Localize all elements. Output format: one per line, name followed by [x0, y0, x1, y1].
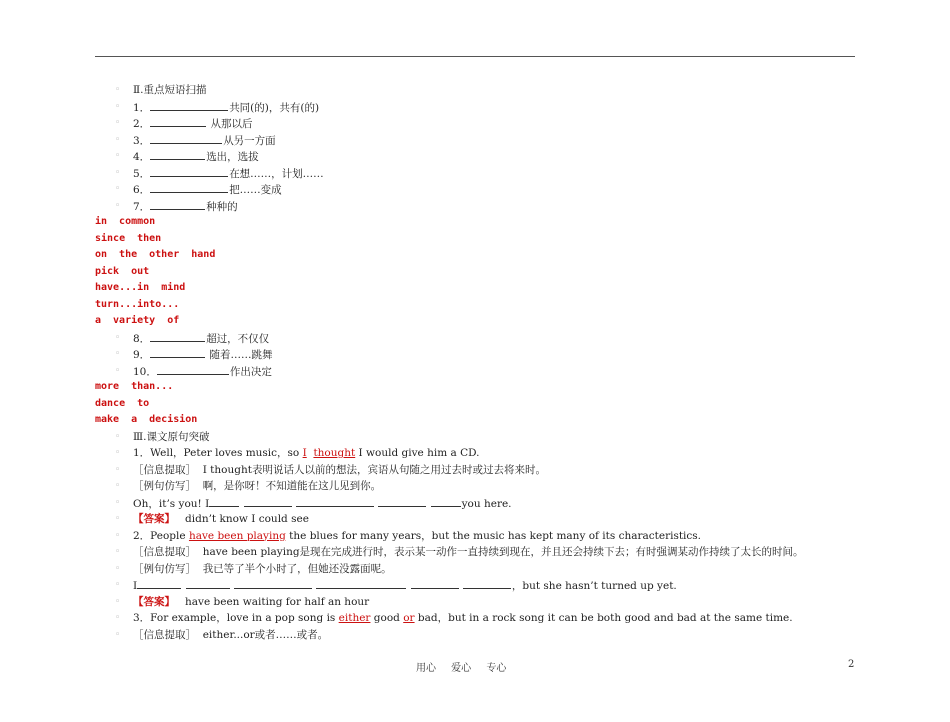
footer-motto: 用心 爱心 专心: [416, 663, 507, 674]
item-number: 4．: [133, 151, 151, 163]
sentence-3: [95, 610, 855, 627]
fill-text: Oh，it’s you! I: [133, 497, 210, 510]
phrase-item: [95, 148, 855, 165]
fill-line: [95, 495, 855, 512]
answer-blank: [150, 165, 228, 177]
sentence-text: 1．Well，Peter loves music，so: [133, 447, 303, 459]
item-meaning: 选出，选拔: [206, 151, 259, 163]
answer-line: turn...into...: [95, 298, 180, 310]
item-meaning: 共同(的)，共有(的): [229, 101, 320, 114]
phrase-item: [95, 363, 855, 380]
answer-blank: [234, 577, 312, 589]
item-meaning: 从另一方面: [223, 134, 276, 147]
phrase-item: [95, 198, 855, 215]
answer-row: [95, 594, 855, 611]
answer-line: since then: [95, 232, 162, 244]
answer-blank: [150, 148, 205, 160]
item-number: 8．: [133, 332, 151, 345]
section-2-title: Ⅱ.重点短语扫描: [133, 84, 207, 96]
sentence-text: I would give him a CD.: [355, 447, 480, 459]
item-meaning: 超过，不仅仅: [206, 332, 270, 345]
answer-line: more than...: [95, 381, 174, 392]
answer-blank: [150, 181, 228, 193]
item-number: 2．: [133, 118, 151, 130]
phrase-item: [95, 99, 855, 116]
sentence-text: the blues for many years，but the music has kept many of its characteristics.: [285, 529, 702, 542]
section-heading: [95, 429, 855, 446]
phrase-item: [95, 181, 855, 198]
item-meaning: 随着……跳舞: [206, 349, 273, 361]
info-tag: ［信息提取］: [133, 463, 196, 476]
answer-blank: [150, 132, 222, 144]
answer-blank: [150, 198, 205, 210]
answer-row: [95, 511, 855, 528]
sentence-text: 3．For example，love in a pop song is: [133, 612, 339, 624]
answer-blank: [296, 495, 374, 507]
info-text: have been playing是现在完成进行时，表示某一动作一直持续到现在，并且还会持续下去；有时强调某动作持续了太长的时间。: [202, 546, 804, 558]
example-text: 啊，是你呀！不知道能在这儿见到你。: [202, 480, 382, 492]
sentence-text: bad，but in a rock song it can be both good and bad at the same time.: [414, 612, 793, 624]
phrase-item: [95, 330, 855, 347]
answer-blank: [209, 495, 239, 507]
document-body: [95, 82, 855, 643]
fill-text: I: [133, 580, 138, 592]
sentence-1: [95, 445, 855, 462]
answer-blank: [378, 495, 426, 507]
sentence-text: good: [370, 612, 404, 624]
highlight-word: I: [302, 447, 307, 459]
item-number: 5．: [133, 167, 151, 180]
info-tag: ［信息提取］: [133, 546, 196, 558]
highlight-word: or: [403, 612, 415, 624]
page-number: 2: [848, 659, 855, 670]
item-number: 3．: [133, 134, 151, 147]
answer-line: dance to: [95, 397, 150, 409]
answer-line: have...in mind: [95, 282, 186, 293]
example-tag: ［例句仿写］: [133, 480, 196, 492]
example-sentence: [95, 561, 855, 578]
answer-blank: [137, 577, 181, 589]
section-3-title: Ⅲ.课文原句突破: [133, 430, 210, 443]
item-meaning: 从那以后: [207, 118, 253, 130]
answer-line: a variety of: [95, 315, 180, 326]
item-number: 6．: [133, 184, 151, 196]
answer-tag: 【答案】: [133, 513, 175, 525]
answer-line: on the other hand: [95, 249, 216, 260]
header-rule: [95, 56, 855, 57]
example-text: 我已等了半个小时了，但她还没露面呢。: [202, 562, 392, 575]
highlight-word: have been playing: [188, 529, 286, 542]
section-heading: [95, 82, 855, 99]
answer-blank: [186, 577, 230, 589]
sentence-text: 2．People: [133, 529, 189, 542]
item-number: 7．: [133, 200, 151, 213]
answer-blank: [150, 346, 205, 358]
answer-tag: 【答案】: [133, 595, 175, 608]
answer-line: make a decision: [95, 414, 198, 425]
phrase-item: [95, 346, 855, 363]
answer-blank: [150, 99, 228, 111]
answer-line: in common: [95, 216, 156, 227]
fill-text: ，but she hasn’t turned up yet.: [511, 580, 677, 592]
info-extract: [95, 627, 855, 644]
answer-blank: [463, 577, 511, 589]
item-number: 1．: [133, 101, 151, 114]
sentence-2: [95, 528, 855, 545]
answer-text: didn’t know I could see: [185, 513, 309, 525]
phrase-item: [95, 132, 855, 149]
info-tag: ［信息提取］: [133, 628, 196, 641]
info-extract: [95, 462, 855, 479]
info-text: I thought表明说话人以前的想法，宾语从句随之用过去时或过去将来时。: [202, 463, 546, 476]
item-number: 9．: [133, 349, 151, 361]
item-number: 10．: [133, 365, 157, 378]
item-meaning: 在想……，计划……: [229, 167, 324, 180]
answer-line: pick out: [95, 265, 150, 277]
answer-blank: [157, 363, 229, 375]
answer-text: have been waiting for half an hour: [185, 595, 370, 608]
phrase-item: [95, 115, 855, 132]
item-meaning: 作出决定: [229, 365, 272, 378]
answer-blank: [431, 495, 461, 507]
item-meaning: 把……变成: [229, 184, 282, 196]
phrase-item: [95, 165, 855, 182]
answer-blank: [316, 577, 406, 589]
highlight-word: thought: [313, 447, 356, 459]
highlight-word: either: [338, 612, 371, 624]
example-tag: ［例句仿写］: [133, 562, 196, 575]
info-extract: [95, 544, 855, 561]
answer-blank: [150, 330, 205, 342]
fill-line: [95, 577, 855, 594]
info-text: either...or或者……或者。: [202, 628, 329, 641]
answer-blank: [150, 115, 206, 127]
example-sentence: [95, 478, 855, 495]
answer-blank: [244, 495, 292, 507]
item-meaning: 种种的: [206, 200, 238, 213]
answer-blank: [411, 577, 459, 589]
fill-text: you here.: [461, 497, 512, 510]
